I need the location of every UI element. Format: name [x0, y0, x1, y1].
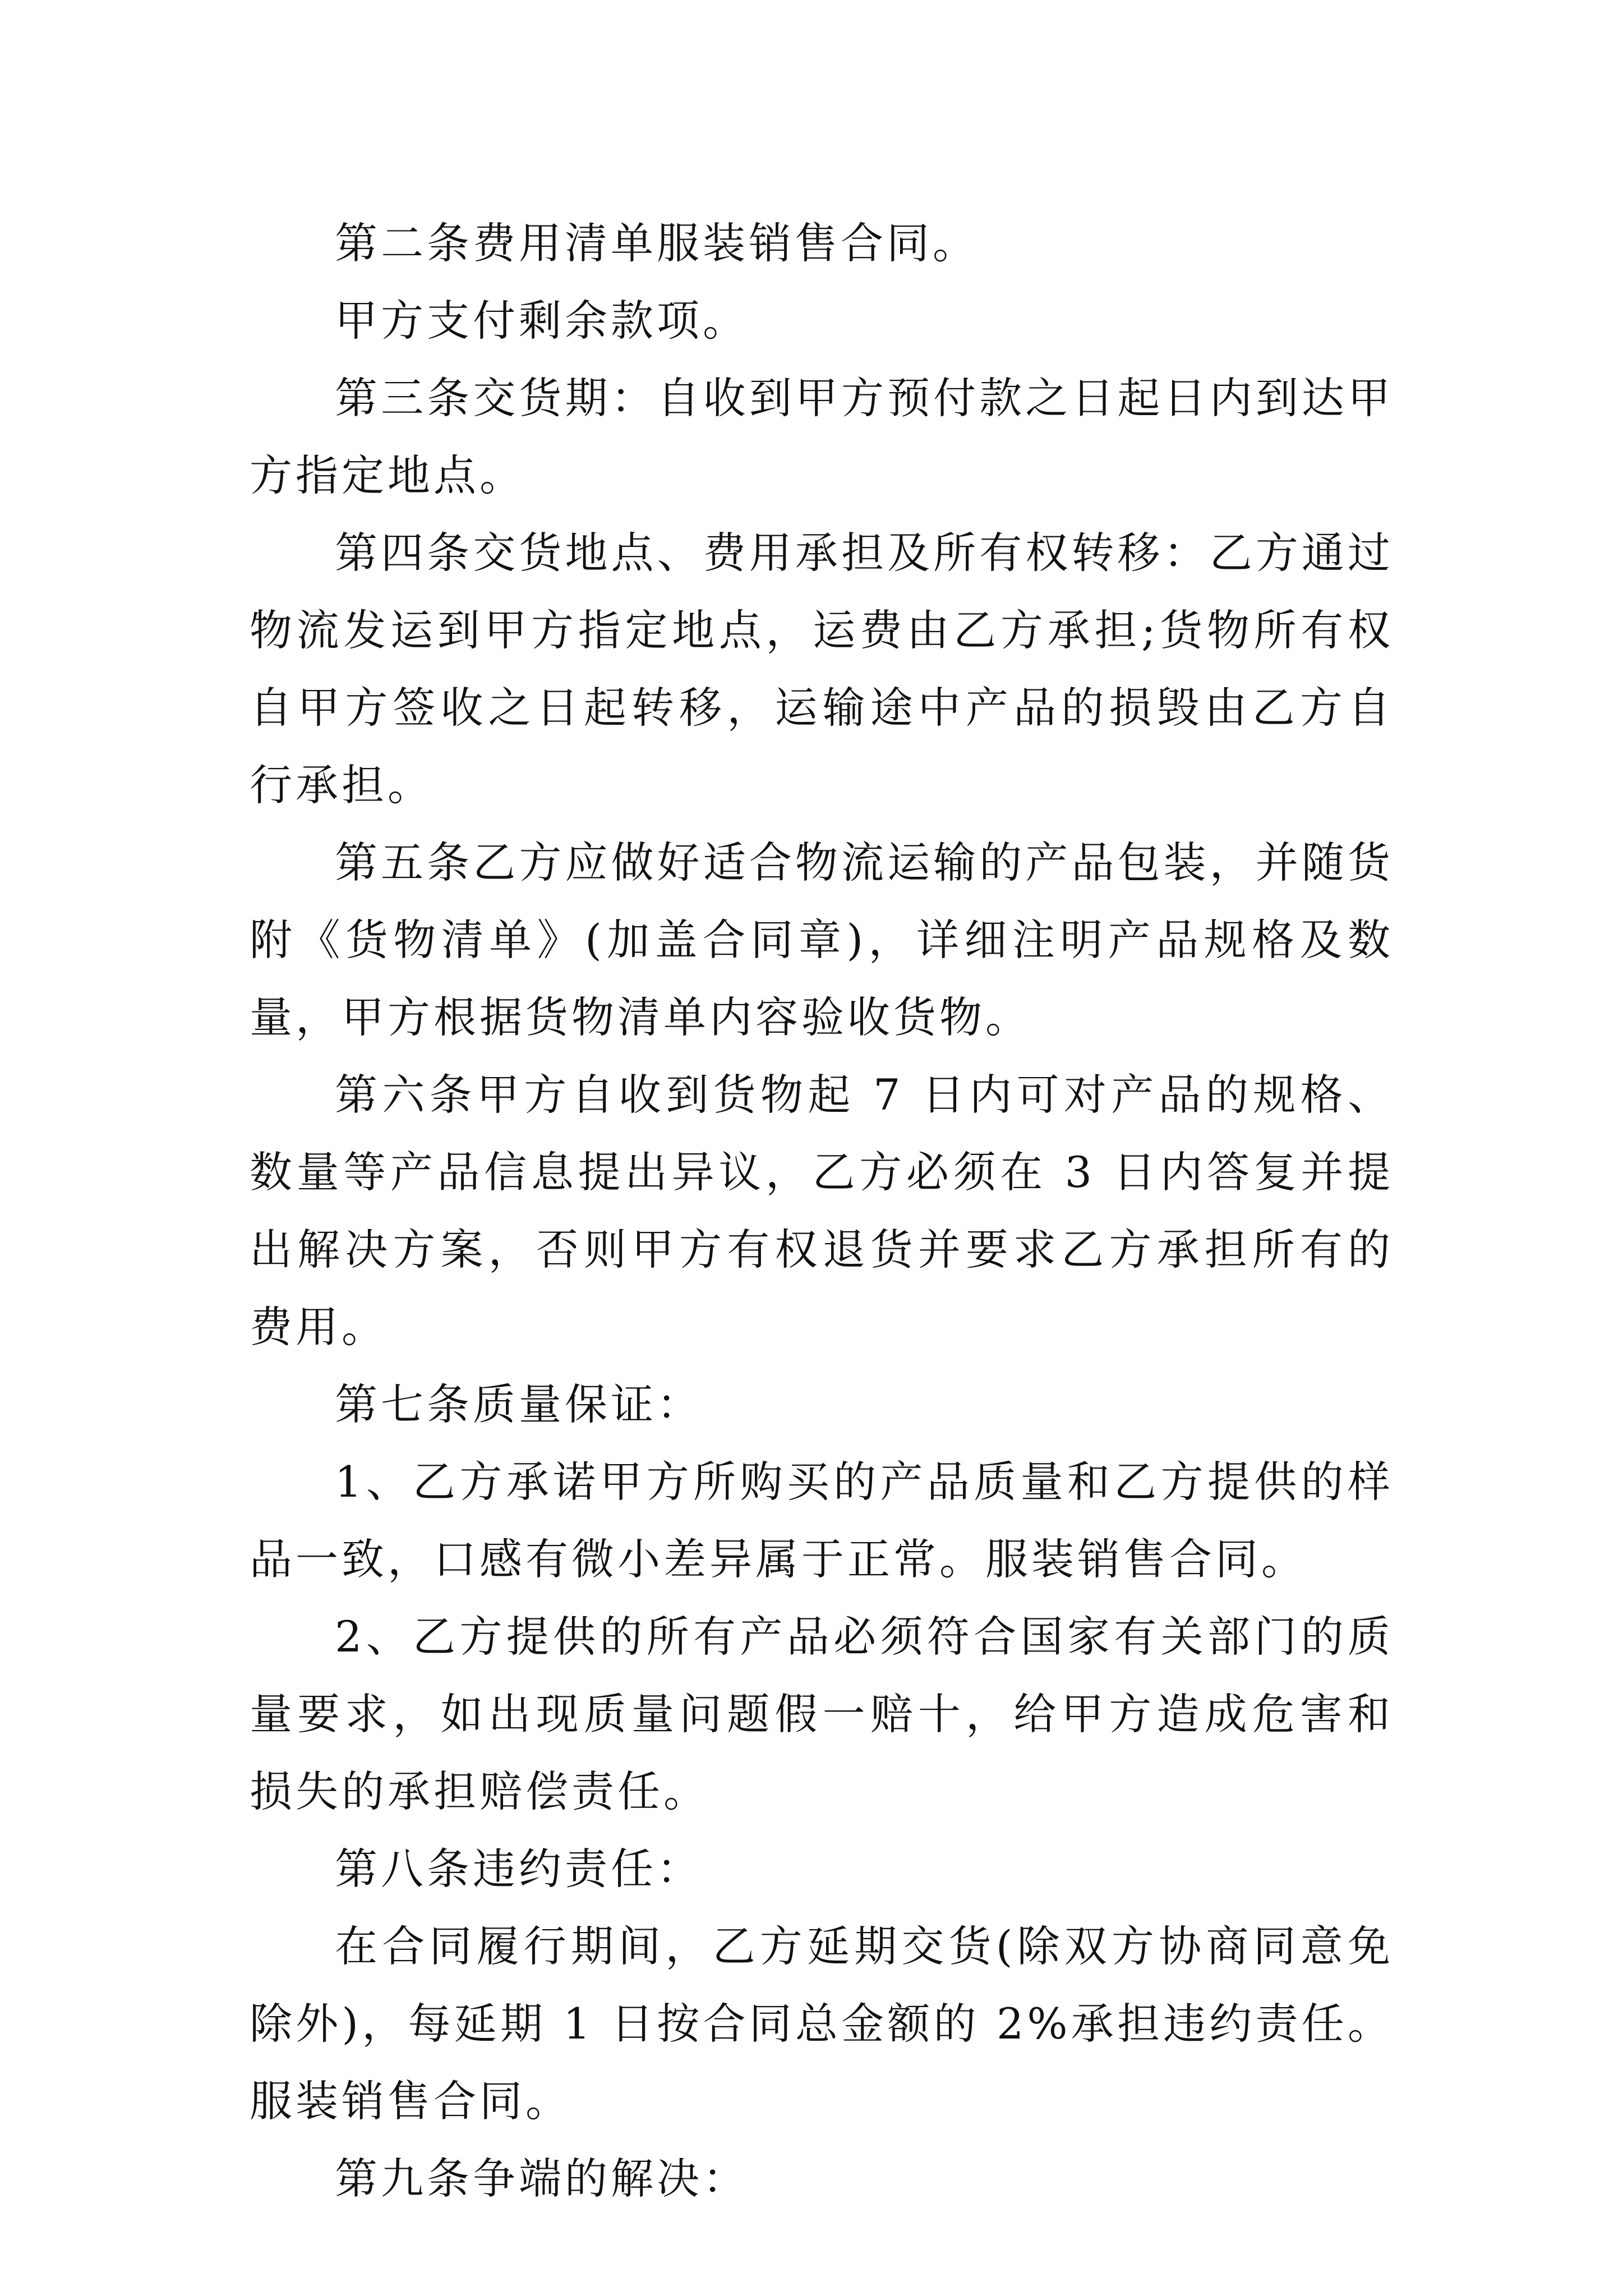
paragraph: 在合同履行期间，乙方延期交货(除双方协商同意免除外)，每延期 1 日按合同总金额的 2%承担违约责任。服装销售合同。 — [250, 1921, 1394, 2126]
paragraph: 第六条甲方自收到货物起 7 日内可对产品的规格、数量等产品信息提出异议，乙方必须在 3 日内答复并提出解决方案，否则甲方有权退货并要求乙方承担所有的费用。 — [250, 1070, 1394, 1352]
paragraph: 第三条交货期：自收到甲方预付款之日起日内到达甲方指定地点。 — [250, 373, 1394, 500]
paragraph: 第二条费用清单服装销售合同。 — [335, 218, 979, 268]
paragraph: 第九条争端的解决： — [335, 2154, 749, 2203]
paragraph: 第七条质量保证： — [335, 1379, 703, 1429]
document-body — [250, 205, 1394, 2217]
paragraph: 1、乙方承诺甲方所购买的产品质量和乙方提供的样品一致，口感有微小差异属于正常。服装销售合同。 — [250, 1457, 1394, 1584]
paragraph: 第五条乙方应做好适合物流运输的产品包装，并随货附《货物清单》(加盖合同章)，详细注明产品规格及数量，甲方根据货物清单内容验收货物。 — [250, 838, 1394, 1042]
paragraph: 2、乙方提供的所有产品必须符合国家有关部门的质量要求，如出现质量问题假一赔十，给甲方造成危害和损失的承担赔偿责任。 — [250, 1612, 1394, 1816]
paragraph: 第四条交货地点、费用承担及所有权转移：乙方通过物流发运到甲方指定地点，运费由乙方承担;货物所有权自甲方签收之日起转移，运输途中产品的损毁由乙方自行承担。 — [250, 528, 1394, 810]
paragraph: 第八条违约责任： — [335, 1844, 703, 1894]
paragraph: 甲方支付剩余款项。 — [335, 296, 749, 346]
